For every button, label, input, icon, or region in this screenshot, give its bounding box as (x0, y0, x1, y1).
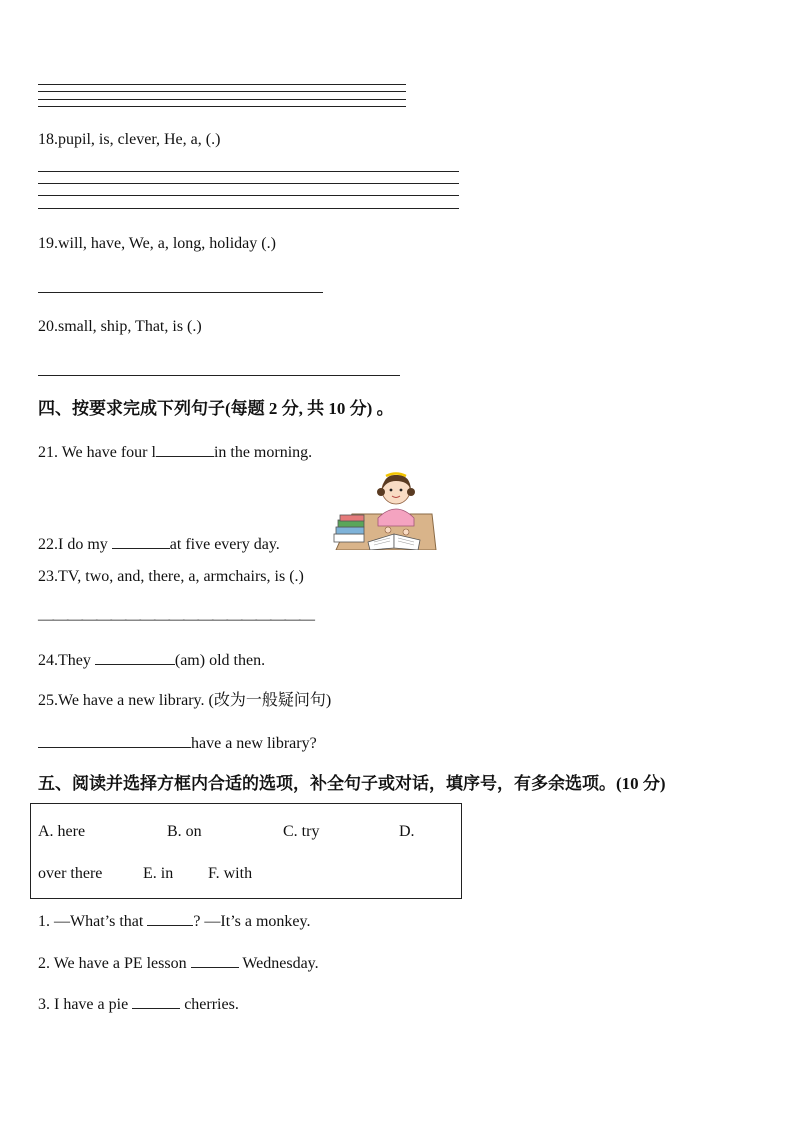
s2-prefix: 2. We have a PE lesson (38, 955, 191, 972)
answer-line (38, 106, 406, 107)
answer-line (38, 195, 459, 196)
s3-blank[interactable] (132, 994, 180, 1009)
option-f: F. with (208, 865, 253, 882)
option-d-text: over there (38, 865, 103, 882)
answer-line (38, 292, 323, 293)
q24-prefix: 24.They (38, 652, 95, 669)
s1-blank[interactable] (147, 911, 193, 926)
option-b: B. on (167, 823, 202, 840)
s2-suffix: Wednesday. (238, 955, 319, 972)
q25-suffix: have a new library? (191, 735, 317, 752)
option-d: D. (399, 823, 415, 840)
q24-suffix: (am) old then. (174, 652, 266, 669)
question-24 (38, 650, 265, 671)
s3-suffix: cherries. (180, 996, 239, 1013)
s1-suffix: ? —It’s a monkey. (193, 913, 311, 930)
q21-suffix: in the morning. (213, 444, 313, 461)
s1-prefix: 1. —What’s that (38, 913, 148, 930)
answer-line (38, 91, 406, 92)
option-a: A. here (38, 823, 86, 840)
question-22 (38, 534, 280, 555)
s3-prefix: 3. I have a pie (38, 996, 133, 1013)
section-5-heading: 五、阅读并选择方框内合适的选项，补全句子或对话，填序号，有多余选项。(10 分) (38, 774, 666, 793)
q21-blank[interactable] (156, 442, 214, 457)
girl-studying-illustration (328, 470, 438, 550)
answer-dash-line: ——————————————————— (38, 611, 314, 628)
option-c: C. try (283, 823, 320, 840)
question-21 (38, 442, 312, 463)
q22-prefix: 22.I do my (38, 536, 112, 553)
sentence-1 (38, 911, 310, 932)
q21-prefix: 21. We have four l (38, 444, 156, 461)
question-25: 25.We have a new library. (改为一般疑问句) (38, 692, 332, 709)
answer-line (38, 99, 406, 100)
q22-blank[interactable] (112, 534, 170, 549)
answer-line (38, 84, 406, 85)
sentence-2 (38, 953, 319, 974)
question-19: 19.will, have, We, a, long, holiday (.) (38, 235, 276, 252)
q25-blank[interactable] (38, 733, 191, 748)
section-4-heading: 四、按要求完成下列句子(每题 2 分, 共 10 分) 。 (38, 399, 394, 418)
sentence-3 (38, 994, 239, 1015)
options-box (30, 803, 462, 899)
s2-blank[interactable] (191, 953, 239, 968)
question-25-answer (38, 733, 317, 754)
q22-suffix: at five every day. (169, 536, 280, 553)
answer-line (38, 375, 400, 376)
answer-line (38, 171, 459, 172)
option-e: E. in (143, 865, 174, 882)
question-23: 23.TV, two, and, there, a, armchairs, is (.) (38, 568, 304, 585)
question-20: 20.small, ship, That, is (.) (38, 318, 202, 335)
q24-blank[interactable] (95, 650, 175, 665)
answer-line (38, 208, 459, 209)
question-18: 18.pupil, is, clever, He, a, (.) (38, 131, 221, 148)
answer-line (38, 183, 459, 184)
